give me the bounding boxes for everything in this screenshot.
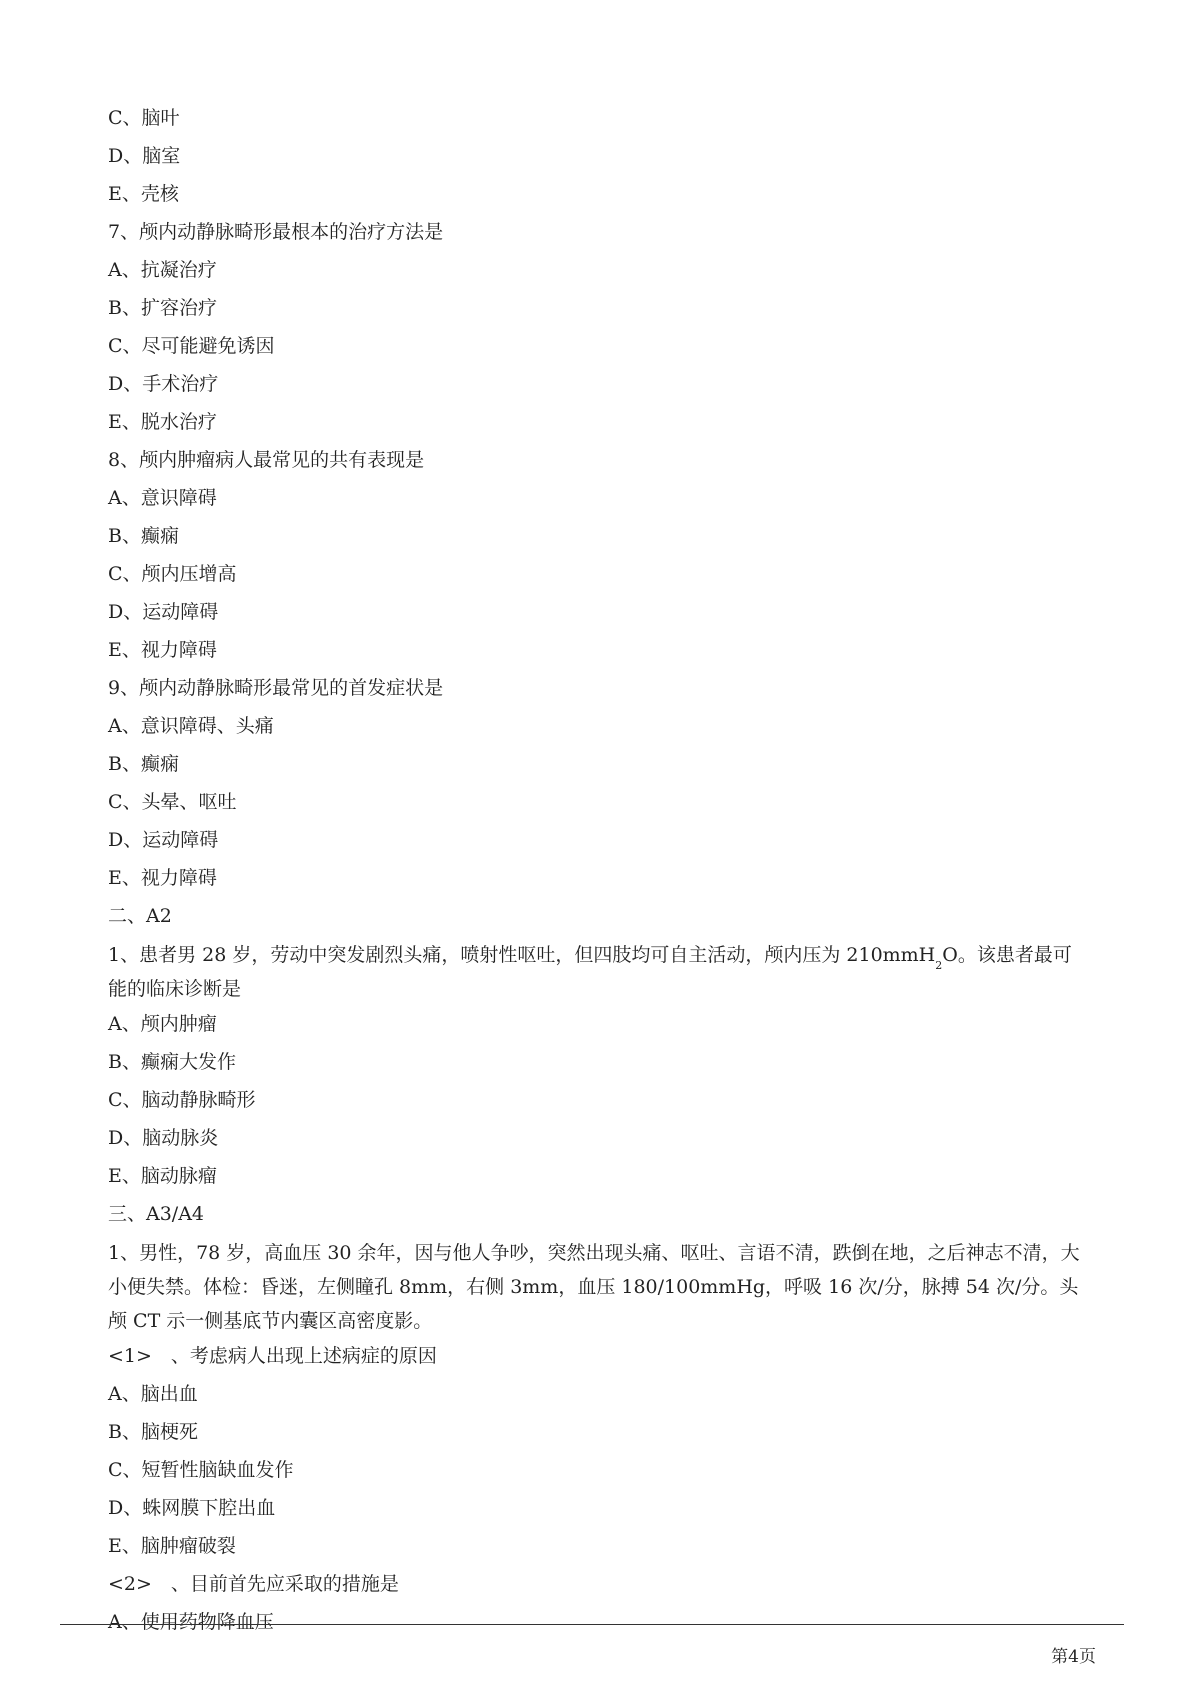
answer-option: C、头晕、呕吐	[108, 791, 237, 813]
answer-option: C、脑动静脉畸形	[108, 1089, 256, 1111]
page-content	[108, 104, 1088, 1646]
answer-option: D、蛛网膜下腔出血	[108, 1497, 276, 1519]
question-list	[108, 104, 1088, 892]
question-a2-1-stem: 1、患者男 28 岁，劳动中突发剧烈头痛，喷射性呕吐，但四肢均可自主活动，颅内压为 210mmH$_2$O。该患者最可能的临床诊断是	[108, 944, 1072, 1000]
question-a2-1-options	[108, 1010, 1088, 1190]
page-number: 第4页	[1051, 1647, 1096, 1667]
footer-divider	[60, 1624, 1124, 1625]
answer-option: C、脑叶	[108, 107, 180, 129]
sub-question-2-options	[108, 1608, 1088, 1636]
answer-option: C、尽可能避免诱因	[108, 335, 275, 357]
sub-question-1: <1> 、考虑病人出现上述病症的原因	[108, 1345, 437, 1367]
answer-option: E、脑动脉瘤	[108, 1165, 217, 1187]
sub-question-2: <2> 、目前首先应采取的措施是	[108, 1573, 399, 1595]
question-line: 8、颅内肿瘤病人最常见的共有表现是	[108, 449, 425, 471]
answer-option: D、运动障碍	[108, 601, 219, 623]
answer-option: A、脑出血	[108, 1383, 198, 1405]
answer-option: B、癫痫大发作	[108, 1051, 236, 1073]
answer-option: B、扩容治疗	[108, 297, 217, 319]
answer-option: A、抗凝治疗	[108, 259, 217, 281]
subscript-2: 2	[935, 959, 943, 972]
question-line: E、壳核	[108, 183, 179, 205]
question-line: E、视力障碍	[108, 867, 217, 889]
section-heading-a3a4: 三、A3/A4	[108, 1203, 205, 1225]
sub-question-1-options	[108, 1380, 1088, 1560]
answer-option: A、意识障碍、头痛	[108, 715, 274, 737]
answer-option: B、脑梗死	[108, 1421, 198, 1443]
answer-option: C、短暂性脑缺血发作	[108, 1459, 294, 1481]
answer-option: C、颅内压增高	[108, 563, 237, 585]
question-line: E、脱水治疗	[108, 411, 217, 433]
question-line: 9、颅内动静脉畸形最常见的首发症状是	[108, 677, 444, 699]
answer-option: B、癫痫	[108, 525, 179, 547]
question-line: 7、颅内动静脉畸形最根本的治疗方法是	[108, 221, 444, 243]
answer-option: A、使用药物降血压	[108, 1611, 274, 1633]
answer-option: B、癫痫	[108, 753, 179, 775]
answer-option: E、脑肿瘤破裂	[108, 1535, 236, 1557]
answer-option: D、运动障碍	[108, 829, 219, 851]
section-heading-a2: 二、A2	[108, 905, 172, 927]
answer-option: D、脑室	[108, 145, 181, 167]
case-stem: 1、男性，78 岁，高血压 30 余年，因与他人争吵，突然出现头痛、呕吐、言语不清，跌倒在地，之后神志不清，大小便失禁。体检：昏迷，左侧瞳孔 8mm，右侧 3mm，血压 180/100mmHg，呼吸 16 次/分，脉搏 54 次/分。头颅 CT 示一侧基底节内囊区高密度影。	[108, 1242, 1080, 1332]
answer-option: D、手术治疗	[108, 373, 219, 395]
answer-option: A、颅内肿瘤	[108, 1013, 217, 1035]
answer-option: A、意识障碍	[108, 487, 217, 509]
answer-option: D、脑动脉炎	[108, 1127, 219, 1149]
question-line: E、视力障碍	[108, 639, 217, 661]
